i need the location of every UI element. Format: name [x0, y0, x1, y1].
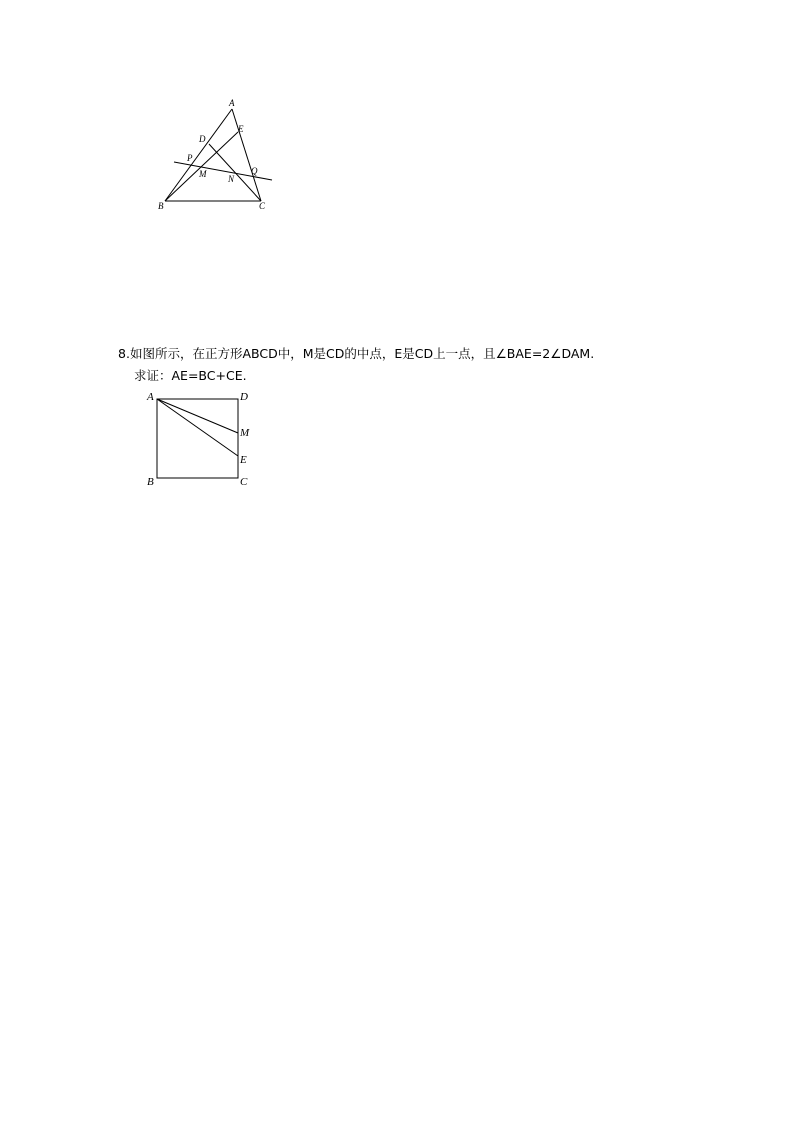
triangle-diagram	[150, 95, 290, 220]
problem-8-statement	[118, 346, 594, 362]
label-p: P	[187, 153, 193, 163]
label-a: A	[229, 98, 235, 108]
label-d: D	[199, 134, 206, 144]
label-q: Q	[251, 166, 258, 176]
label-m: M	[199, 169, 207, 179]
square-abcd	[157, 399, 238, 478]
problem-number: 8.	[118, 346, 130, 361]
label-b: B	[147, 476, 154, 488]
problem-8-prove: 求证：AE=BC+CE.	[134, 368, 247, 383]
problem-statement-text: 如图所示，在正方形ABCD中，M是CD的中点，E是CD上一点，且∠BAE=2∠DAM.	[129, 346, 595, 361]
label-e: E	[238, 124, 244, 134]
square-figure	[140, 386, 260, 490]
label-m: M	[240, 427, 250, 439]
triangle-figure	[150, 95, 290, 220]
label-b: B	[158, 201, 164, 211]
side-ac	[232, 109, 261, 201]
label-e: E	[240, 454, 247, 466]
label-d: D	[240, 391, 248, 403]
square-diagram	[140, 386, 260, 490]
label-c: C	[240, 476, 248, 488]
label-a: A	[147, 391, 154, 403]
label-n: N	[228, 174, 235, 184]
label-c: C	[259, 201, 266, 211]
side-ab	[165, 109, 232, 201]
